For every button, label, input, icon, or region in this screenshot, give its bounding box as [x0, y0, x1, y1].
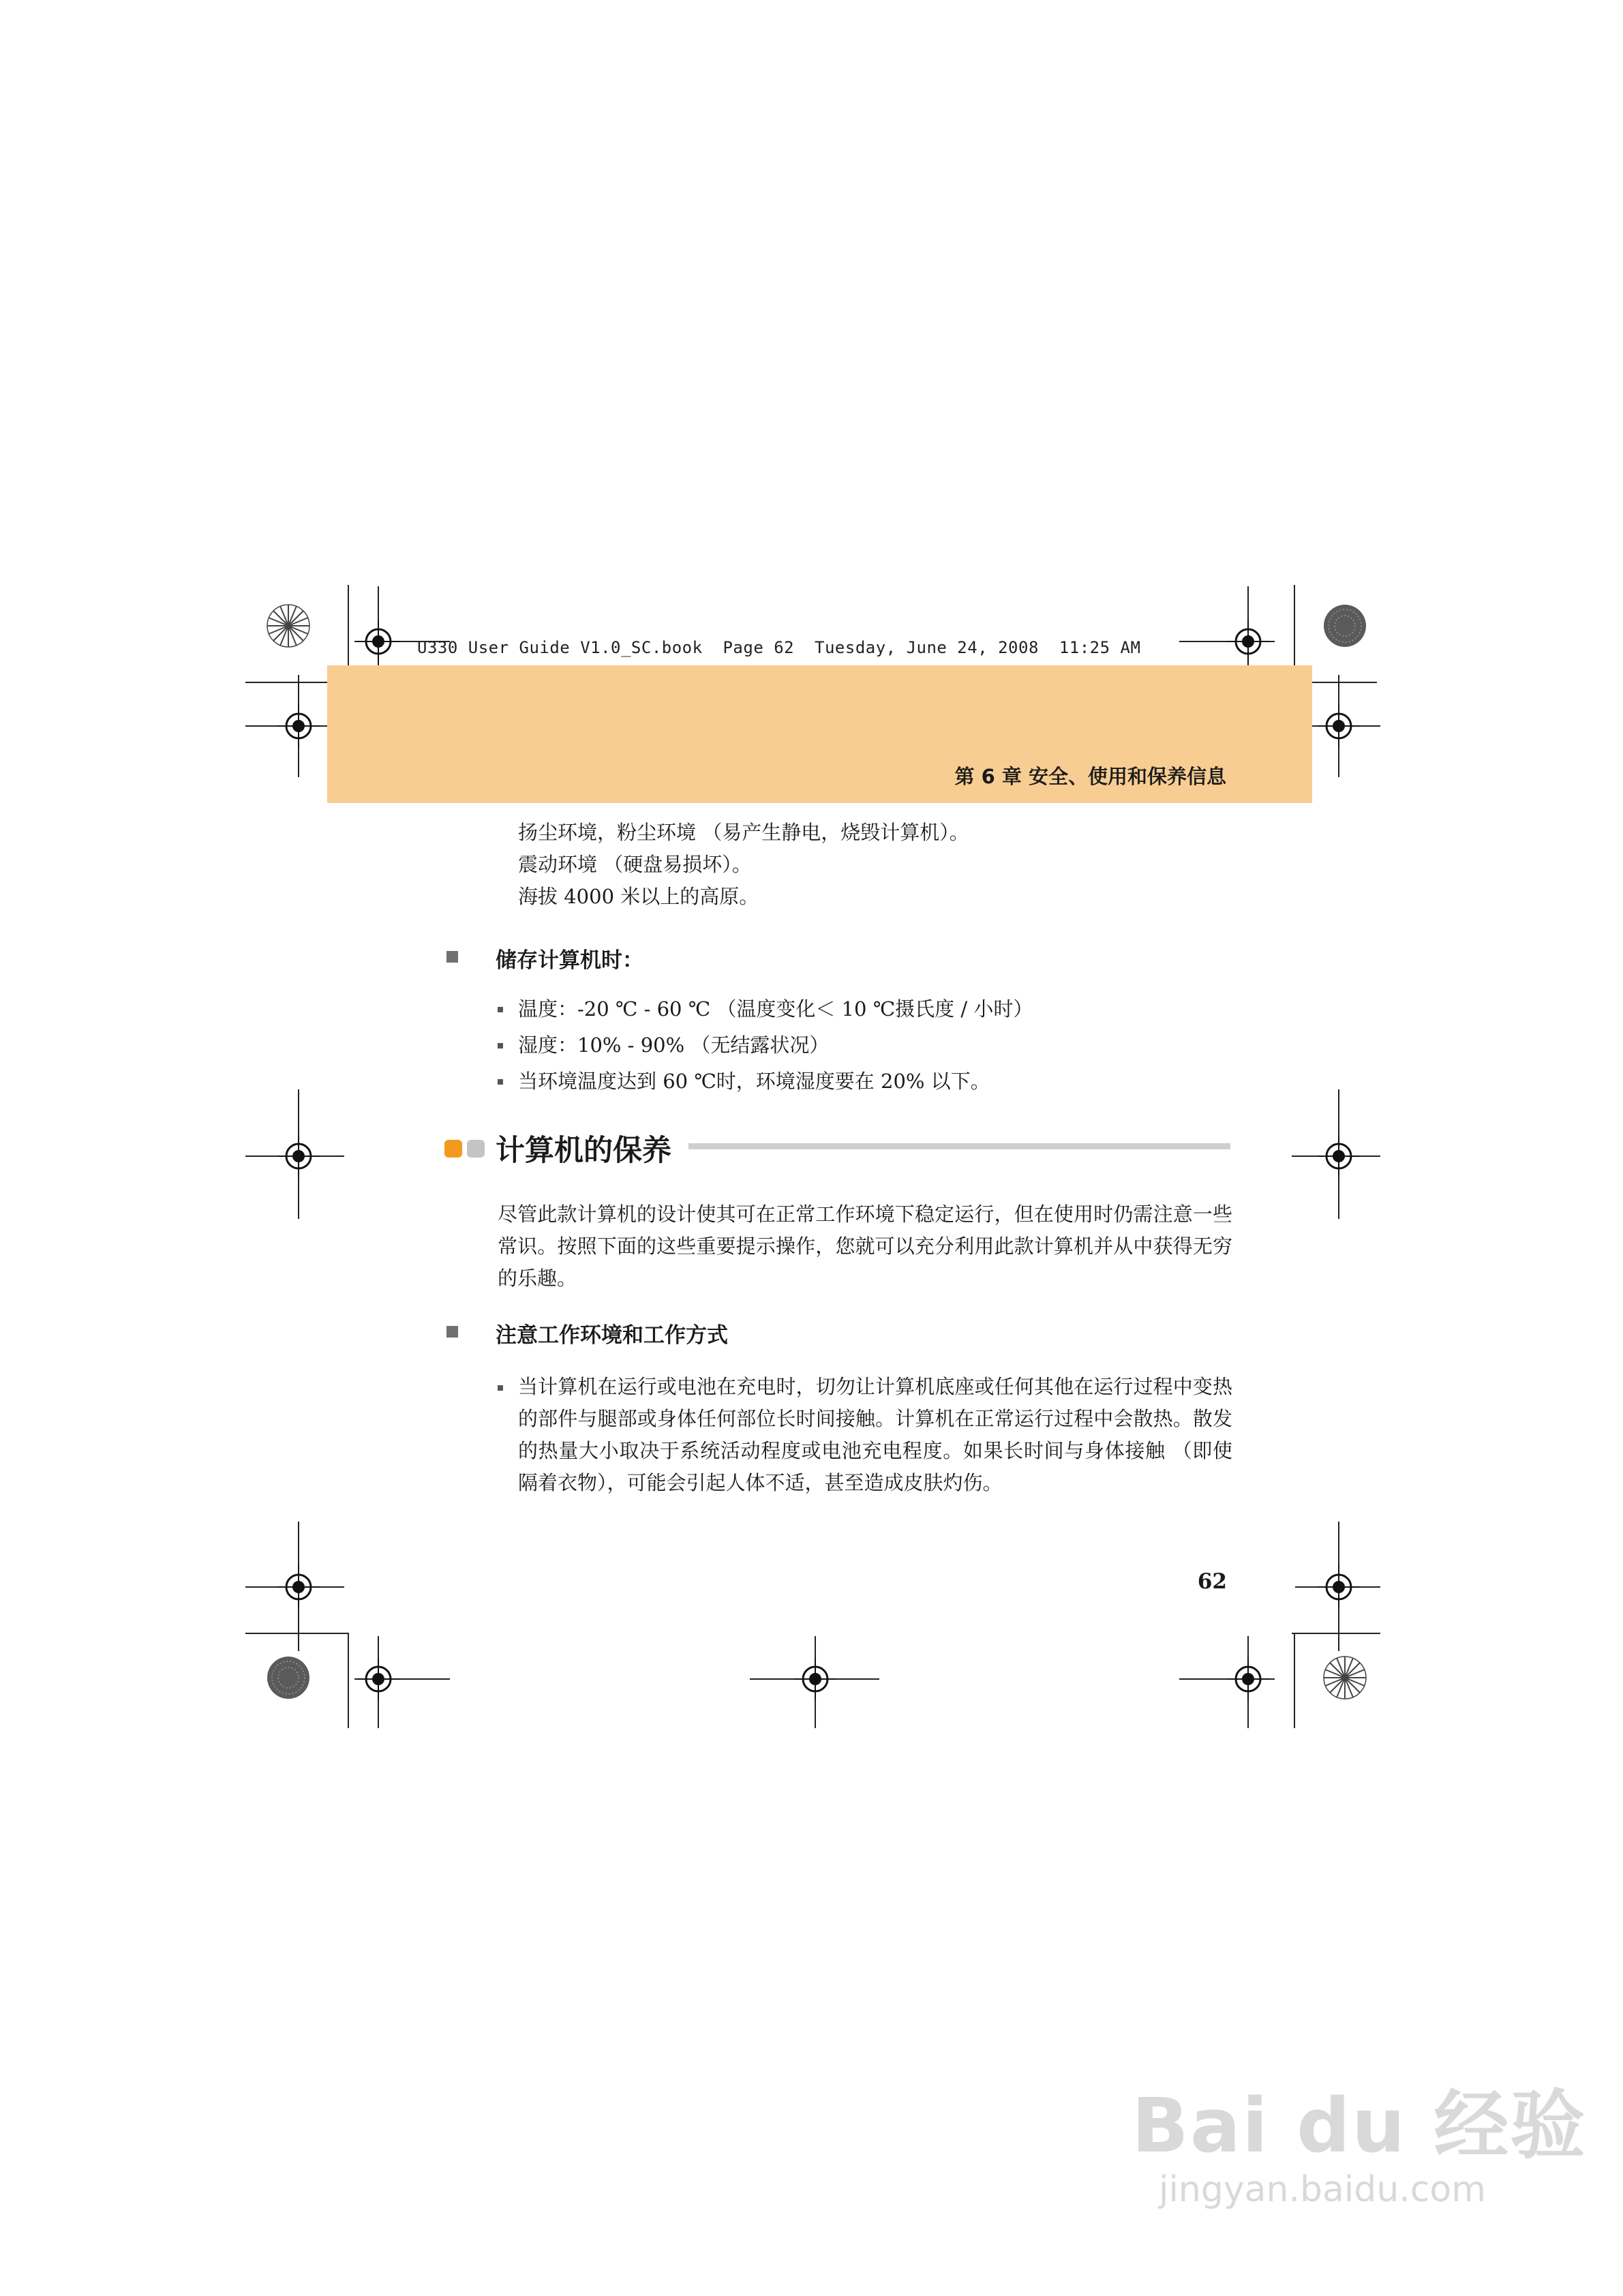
heading-rule	[688, 1143, 1230, 1149]
section-square-icon	[446, 951, 458, 963]
watermark-logo: Bai du 经验	[1132, 2082, 1587, 2169]
section-gray-marker-icon	[467, 1140, 485, 1158]
chapter-banner	[327, 665, 1312, 803]
storage-item: 温度：-20 ℃ - 60 ℃ （温度变化＜ 10 ℃摄氏度 / 小时）	[518, 997, 1033, 1021]
maintenance-paragraph: 尽管此款计算机的设计使其可在正常工作环境下稳定运行，但在使用时仍需注意一些常识。按照下面的这些重要提示操作，您就可以充分利用此款计算机并从中获得无穷的乐趣。	[498, 1203, 1232, 1290]
registration-target-icon	[794, 1658, 836, 1700]
bullet-icon	[498, 1385, 503, 1391]
bullet-icon	[498, 1043, 503, 1048]
section-square-icon	[446, 1326, 458, 1338]
maintenance-heading: 计算机的保养	[496, 1134, 671, 1168]
chapter-title: 第 6 章 安全、使用和保养信息	[954, 765, 1226, 788]
registration-target-icon	[277, 1566, 320, 1608]
registration-target-icon	[277, 1135, 320, 1177]
dotted-circle-icon	[1322, 603, 1367, 648]
intro-line: 海拔 4000 米以上的高原。	[518, 885, 759, 908]
storage-item: 湿度：10% - 90% （无结露状况）	[518, 1033, 830, 1057]
registration-target-icon	[1227, 620, 1269, 663]
registration-target-icon	[357, 1658, 399, 1700]
registration-target-icon	[357, 620, 399, 663]
watermark-url: jingyan.baidu.com	[1159, 2169, 1486, 2210]
intro-line: 扬尘环境，粉尘环境 （易产生静电，烧毁计算机）。	[518, 821, 969, 844]
section-orange-marker-icon	[444, 1140, 462, 1158]
registration-target-icon	[1227, 1658, 1269, 1700]
bullet-icon	[498, 1007, 503, 1012]
registration-target-icon	[1318, 1135, 1360, 1177]
book-info-line: U330 User Guide V1.0_SC.book Page 62 Tuesday, June 24, 2008 11:25 AM	[417, 638, 1141, 657]
registration-target-icon	[1318, 705, 1360, 747]
storage-item: 当环境温度达到 60 ℃时，环境湿度要在 20% 以下。	[518, 1070, 990, 1093]
registration-target-icon	[277, 705, 320, 747]
starburst-target-icon	[1322, 1655, 1367, 1700]
page-number: 62	[1197, 1569, 1227, 1594]
starburst-target-icon	[266, 603, 311, 648]
intro-line: 震动环境 （硬盘易损坏）。	[518, 853, 752, 876]
baidu-jingyan-watermark	[1132, 2066, 1586, 2210]
dotted-circle-icon	[266, 1655, 311, 1700]
storage-heading: 储存计算机时：	[496, 948, 643, 973]
work-environment-item: 当计算机在运行或电池在充电时，切勿让计算机底座或任何其他在运行过程中变热的部件与腿部或身体任何部位长时间接触。计算机在正常运行过程中会散热。散发的热量大小取决于系统活动程度或电池充电程度。如果长时间与身体接触 （即使隔着衣物），可能会引起人体不适，甚至造成皮肤灼伤。	[518, 1375, 1232, 1494]
work-environment-heading: 注意工作环境和工作方式	[496, 1323, 728, 1348]
bullet-icon	[498, 1079, 503, 1085]
registration-target-icon	[1318, 1566, 1360, 1608]
